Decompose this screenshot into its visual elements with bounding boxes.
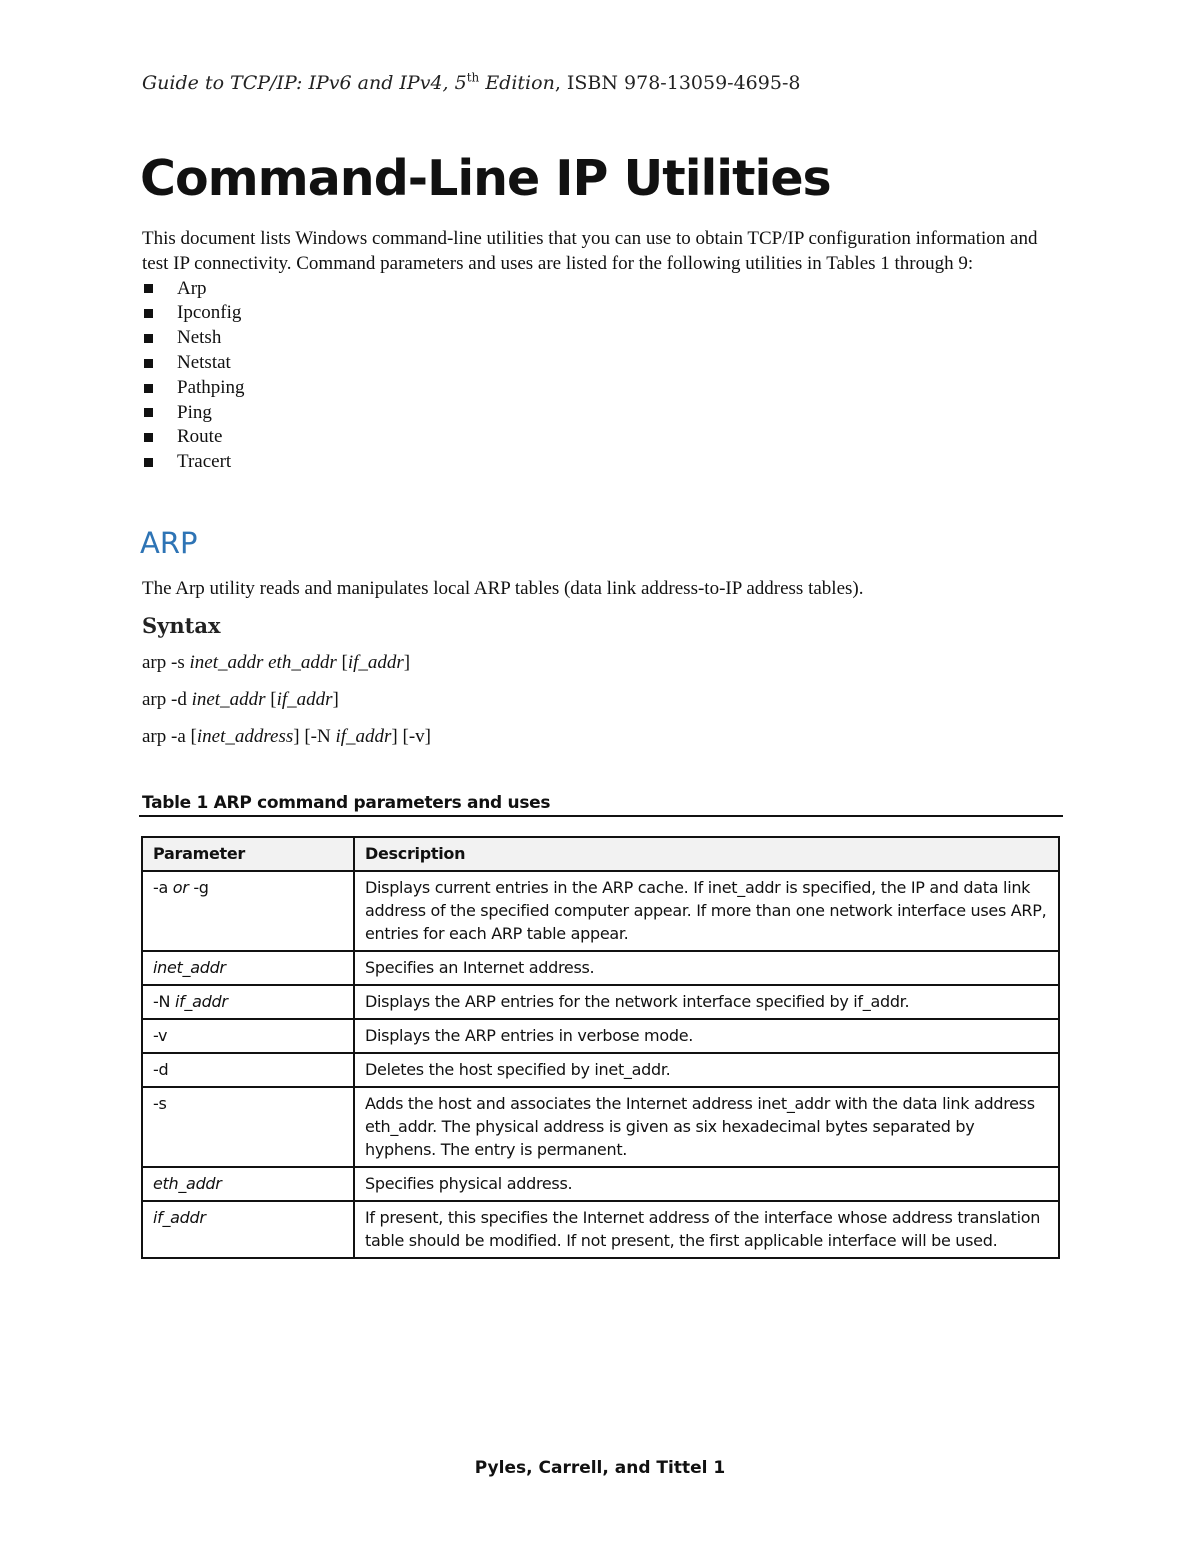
parameter-text: -g	[188, 878, 209, 897]
description-cell: Specifies physical address.	[354, 1167, 1059, 1201]
square-bullet-icon	[144, 359, 153, 368]
table-row	[142, 1053, 1059, 1087]
parameter-cell: if_addr	[142, 1201, 354, 1258]
syntax-command: arp -a [	[142, 726, 197, 747]
list-item-label: Netstat	[177, 351, 231, 373]
syntax-heading: Syntax	[142, 613, 221, 638]
syntax-bracket: [	[336, 652, 348, 673]
syntax-bracket: ]	[332, 689, 339, 710]
description-cell: Displays the ARP entries for the network interface specified by if_addr.	[354, 985, 1059, 1019]
list-item-label: Netsh	[177, 327, 222, 349]
list-item-label: Arp	[177, 277, 207, 299]
syntax-bracket: [	[265, 689, 277, 710]
section-description: The Arp utility reads and manipulates local ARP tables (data link address-to-IP address tables).	[142, 578, 864, 599]
square-bullet-icon	[144, 309, 153, 318]
syntax-argument: if_addr	[347, 652, 404, 673]
table-row	[142, 951, 1059, 985]
syntax-bracket: ] [-v]	[391, 726, 431, 747]
table-row	[142, 1087, 1059, 1167]
table-row	[142, 985, 1059, 1019]
book-title: Guide to TCP/IP: IPv6 and IPv4, 5	[142, 72, 467, 94]
list-item	[142, 376, 1062, 401]
caption-divider	[139, 815, 1063, 817]
parameter-text: or	[172, 878, 189, 897]
syntax-bracket: ]	[403, 652, 411, 673]
list-item	[142, 401, 1062, 426]
square-bullet-icon	[144, 284, 153, 293]
table-row	[142, 1201, 1059, 1258]
description-cell: Specifies an Internet address.	[354, 951, 1059, 985]
table-row	[142, 871, 1059, 951]
parameter-cell: -s	[142, 1087, 354, 1167]
edition-word: Edition	[485, 72, 555, 94]
isbn: , ISBN 978-13059-4695-8	[554, 72, 801, 94]
list-item	[142, 425, 1062, 450]
list-item	[142, 277, 1062, 302]
intro-paragraph: This document lists Windows command-line utilities that you can use to obtain TCP/IP configuration information and test IP connectivity. Command parameters and uses are listed for the following utilities in Tables 1 through 9:	[142, 228, 1038, 274]
syntax-line-set	[142, 652, 410, 674]
edition-superscript: th	[466, 70, 480, 85]
list-item-label: Route	[177, 426, 223, 448]
column-header-description: Description	[354, 837, 1059, 871]
list-item-label: Ping	[177, 401, 212, 423]
list-item	[142, 326, 1062, 351]
square-bullet-icon	[144, 458, 153, 467]
description-cell: Adds the host and associates the Internet address inet_addr with the data link address eth_addr. The physical address is given as six hexadecimal bytes separated by hyphens. The entry is permanent.	[354, 1087, 1059, 1167]
syntax-command: arp -s	[142, 652, 190, 673]
page-footer: Pyles, Carrell, and Tittel 1	[474, 1458, 726, 1478]
list-item	[142, 450, 1062, 475]
syntax-line-delete	[142, 689, 339, 711]
arp-parameters-table	[141, 836, 1060, 1259]
square-bullet-icon	[144, 408, 153, 417]
description-cell: If present, this specifies the Internet address of the interface whose address translation table should be modified. If not present, the first applicable interface will be used.	[354, 1201, 1059, 1258]
description-cell: Displays the ARP entries in verbose mode.	[354, 1019, 1059, 1053]
square-bullet-icon	[144, 433, 153, 442]
parameter-cell: inet_addr	[142, 951, 354, 985]
list-item	[142, 301, 1062, 326]
running-header	[142, 72, 800, 94]
list-item	[142, 351, 1062, 376]
intro-section	[142, 227, 1062, 475]
syntax-bracket: ] [-N	[293, 726, 336, 747]
parameter-cell: -v	[142, 1019, 354, 1053]
parameter-text: -a	[153, 878, 173, 897]
table-row	[142, 1019, 1059, 1053]
page-title: Command-Line IP Utilities	[140, 150, 831, 207]
square-bullet-icon	[144, 334, 153, 343]
column-header-parameter: Parameter	[142, 837, 354, 871]
utility-list	[142, 277, 1062, 475]
parameter-cell	[142, 985, 354, 1019]
syntax-command: arp -d	[142, 689, 192, 710]
list-item-label: Tracert	[177, 451, 232, 473]
syntax-line-display	[142, 726, 431, 748]
list-item-label: Ipconfig	[177, 302, 242, 324]
section-heading-arp: ARP	[140, 526, 198, 560]
syntax-argument: inet_addr eth_addr	[189, 652, 337, 673]
description-cell: Displays current entries in the ARP cache. If inet_addr is specified, the IP and data link address of the specified computer appear. If more than one network interface uses ARP, entries for each ARP table appear.	[354, 871, 1059, 951]
parameter-text: -N	[153, 992, 175, 1011]
square-bullet-icon	[144, 384, 153, 393]
parameter-cell: eth_addr	[142, 1167, 354, 1201]
syntax-argument: inet_addr	[191, 689, 266, 710]
description-cell: Deletes the host specified by inet_addr.	[354, 1053, 1059, 1087]
parameter-cell	[142, 871, 354, 951]
syntax-argument: if_addr	[335, 726, 392, 747]
table-caption: Table 1 ARP command parameters and uses	[142, 793, 551, 813]
table-row	[142, 1167, 1059, 1201]
syntax-argument: inet_address	[196, 726, 294, 747]
parameter-text: if_addr	[174, 992, 228, 1011]
syntax-argument: if_addr	[276, 689, 333, 710]
parameter-cell: -d	[142, 1053, 354, 1087]
list-item-label: Pathping	[177, 376, 245, 398]
table-header-row	[142, 837, 1059, 871]
